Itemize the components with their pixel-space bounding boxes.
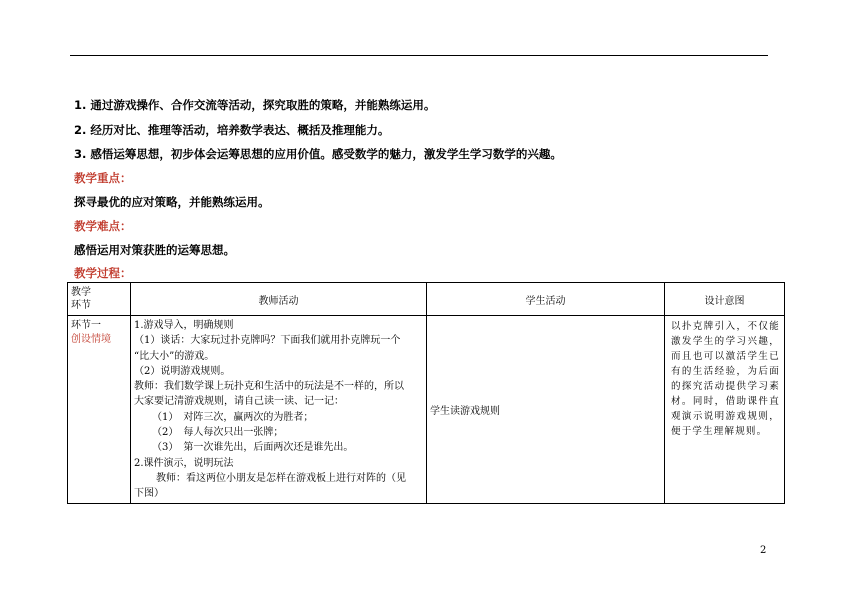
header-stage-line2: 环节 bbox=[71, 300, 91, 311]
objective-1: 1. 通过游戏操作、合作交流等活动，探究取胜的策略，并能熟练运用。 bbox=[74, 98, 436, 112]
key-point-label: 教学重点： bbox=[74, 171, 132, 185]
lesson-table bbox=[67, 282, 785, 504]
teacher-line: （1）谈话：大家玩过扑克牌吗？下面我们就用扑克牌玩一个 bbox=[134, 335, 401, 347]
header-stage-line1: 教学 bbox=[71, 287, 91, 298]
teacher-activity-cell bbox=[131, 316, 427, 504]
objective-3: 3. 感悟运筹思想，初步体会运筹思想的应用价值。感受数学的魅力，激发学生学习数学的兴趣。 bbox=[74, 147, 562, 161]
teacher-line: 教师：看这两位小朋友是怎样在游戏板上进行对阵的（见 bbox=[156, 472, 406, 484]
table-header-row bbox=[68, 283, 785, 316]
process-label: 教学过程： bbox=[74, 266, 132, 280]
header-student: 学生活动 bbox=[427, 283, 665, 316]
table-row bbox=[68, 316, 785, 504]
header-rule bbox=[70, 55, 768, 56]
teacher-line: 1.游戏导入，明确规则 bbox=[134, 320, 234, 331]
teacher-line: 下图） bbox=[134, 488, 164, 500]
design-intent-text: 以扑克牌引入，不仅能激发学生的学习兴趣，而且也可以激活学生已有的生活经验，为后面的探究活动提供学习素材。同时，借助课件直观演示说明游戏规则，便于学生理解规则。 bbox=[671, 321, 780, 437]
teacher-rule-item: （2） 每人每次只出一张牌； bbox=[152, 427, 284, 439]
teacher-rule-item: （1） 对阵三次，赢两次的为胜者； bbox=[152, 411, 314, 423]
student-activity-cell: 学生读游戏规则 bbox=[427, 316, 665, 504]
teacher-line: 大家要记清游戏规则，请自己读一读、记一记： bbox=[134, 396, 344, 408]
teacher-line: （2）说明游戏规则。 bbox=[134, 365, 231, 377]
teacher-line: 教师：我们数学课上玩扑克和生活中的玩法是不一样的，所以 bbox=[134, 381, 404, 393]
teacher-rule-item: （3） 第一次谁先出，后面两次还是谁先出。 bbox=[152, 442, 354, 454]
teacher-line: 2.课件演示，说明玩法 bbox=[134, 457, 234, 469]
difficulty-label: 教学难点： bbox=[74, 219, 132, 233]
difficulty-text: 感悟运用对策获胜的运筹思想。 bbox=[74, 243, 235, 257]
stage-cell bbox=[68, 316, 131, 504]
stage-name: 创设情境 bbox=[71, 334, 111, 345]
stage-number: 环节一 bbox=[71, 320, 101, 331]
key-point-text: 探寻最优的应对策略，并能熟练运用。 bbox=[74, 195, 270, 209]
header-teacher: 教师活动 bbox=[131, 283, 427, 316]
objective-2: 2. 经历对比、推理等活动，培养数学表达、概括及推理能力。 bbox=[74, 123, 390, 137]
teacher-line: “比大小”的游戏。 bbox=[134, 350, 215, 362]
header-intent: 设计意图 bbox=[665, 283, 785, 316]
page-number: 2 bbox=[760, 545, 767, 556]
design-intent-cell bbox=[665, 316, 785, 504]
header-stage bbox=[68, 283, 131, 316]
